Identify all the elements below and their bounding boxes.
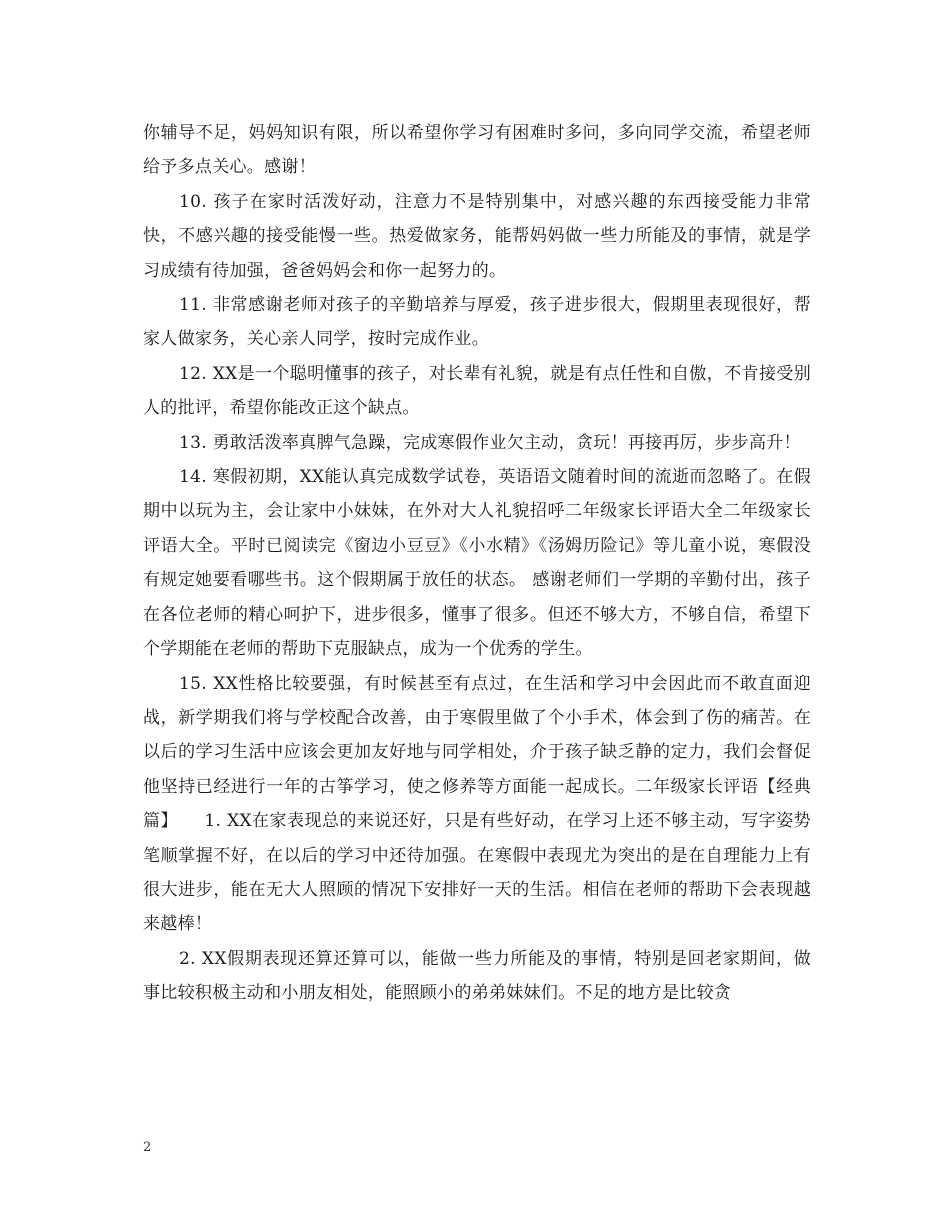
paragraph-item-10: 10. 孩子在家时活泼好动，注意力不是特别集中，对感兴趣的东西接受能力非常快，不感兴趣的接受能慢一些。热爱做家务，能帮妈妈做一些力所能及的事情，就是学习成绩有待加强，爸爸妈妈会和你一起努力的。 bbox=[143, 191, 811, 281]
paragraph-item-12: 12. XX是一个聪明懂事的孩子，对长辈有礼貌，就是有点任性和自傲，不肯接受别人的批评，希望你能改正这个缺点。 bbox=[143, 363, 811, 419]
paragraph-item-2: 2. XX假期表现还算还算可以，能做一些力所能及的事情，特别是回老家期间，做事比较积极主动和小朋友相处，能照顾小的弟弟妹妹们。不足的地方是比较贪 bbox=[143, 948, 811, 1004]
document-body bbox=[143, 116, 811, 1011]
paragraph-item-11: 11. 非常感谢老师对孩子的辛勤培养与厚爱，孩子进步很大，假期里表现很好，帮家人做家务，关心亲人同学，按时完成作业。 bbox=[143, 295, 811, 350]
page-number: 2 bbox=[143, 1140, 152, 1155]
paragraph-item-13: 13. 勇敢活泼率真脾气急躁，完成寒假作业欠主动，贪玩！再接再厉，步步高升！ bbox=[179, 432, 801, 453]
paragraph-item-15: 15. XX性格比较要强，有时候甚至有点过，在生活和学习中会因此而不敢直面迎战，新学期我们将与学校配合改善，由于寒假里做了个小手术，体会到了伤的痛苦。在以后的学习生活中应该会更加友好地与同学相处，介于孩子缺乏静的定力，我们会督促他坚持已经进行一年的古筝学习，使之修养等方面能一起成长。二年级家长评语【经典篇】 1. XX在家表现总的来说还好，只是有些好动，在学习上还不够主动，写字姿势笔顺掌握不好，在以后的学习中还待加强。在寒假中表现尤为突出的是在自理能力上有很大进步，能在无大人照顾的情况下安排好一天的生活。相信在老师的帮助下会表现越来越棒！ bbox=[143, 673, 811, 935]
paragraph-continuation: 你辅导不足，妈妈知识有限，所以希望你学习有困难时多问，多向同学交流，希望老师给予多点关心。感谢！ bbox=[143, 123, 811, 178]
paragraph-item-14: 14. 寒假初期，XX能认真完成数学试卷，英语语文随着时间的流逝而忽略了。在假期中以玩为主，会让家中小妹妹，在外对大人礼貌招呼二年级家长评语大全二年级家长评语大全。平时已阅读完《窗边小豆豆》《小水精》《汤姆历险记》等儿童小说，寒假没有规定她要看哪些书。这个假期属于放任的状态。 感谢老师们一学期的辛勤付出，孩子在各位老师的精心呵护下，进步很多，懂事了很多。但还不够大方，不够自信，希望下个学期能在老师的帮助下克服缺点，成为一个优秀的学生。 bbox=[143, 467, 811, 660]
